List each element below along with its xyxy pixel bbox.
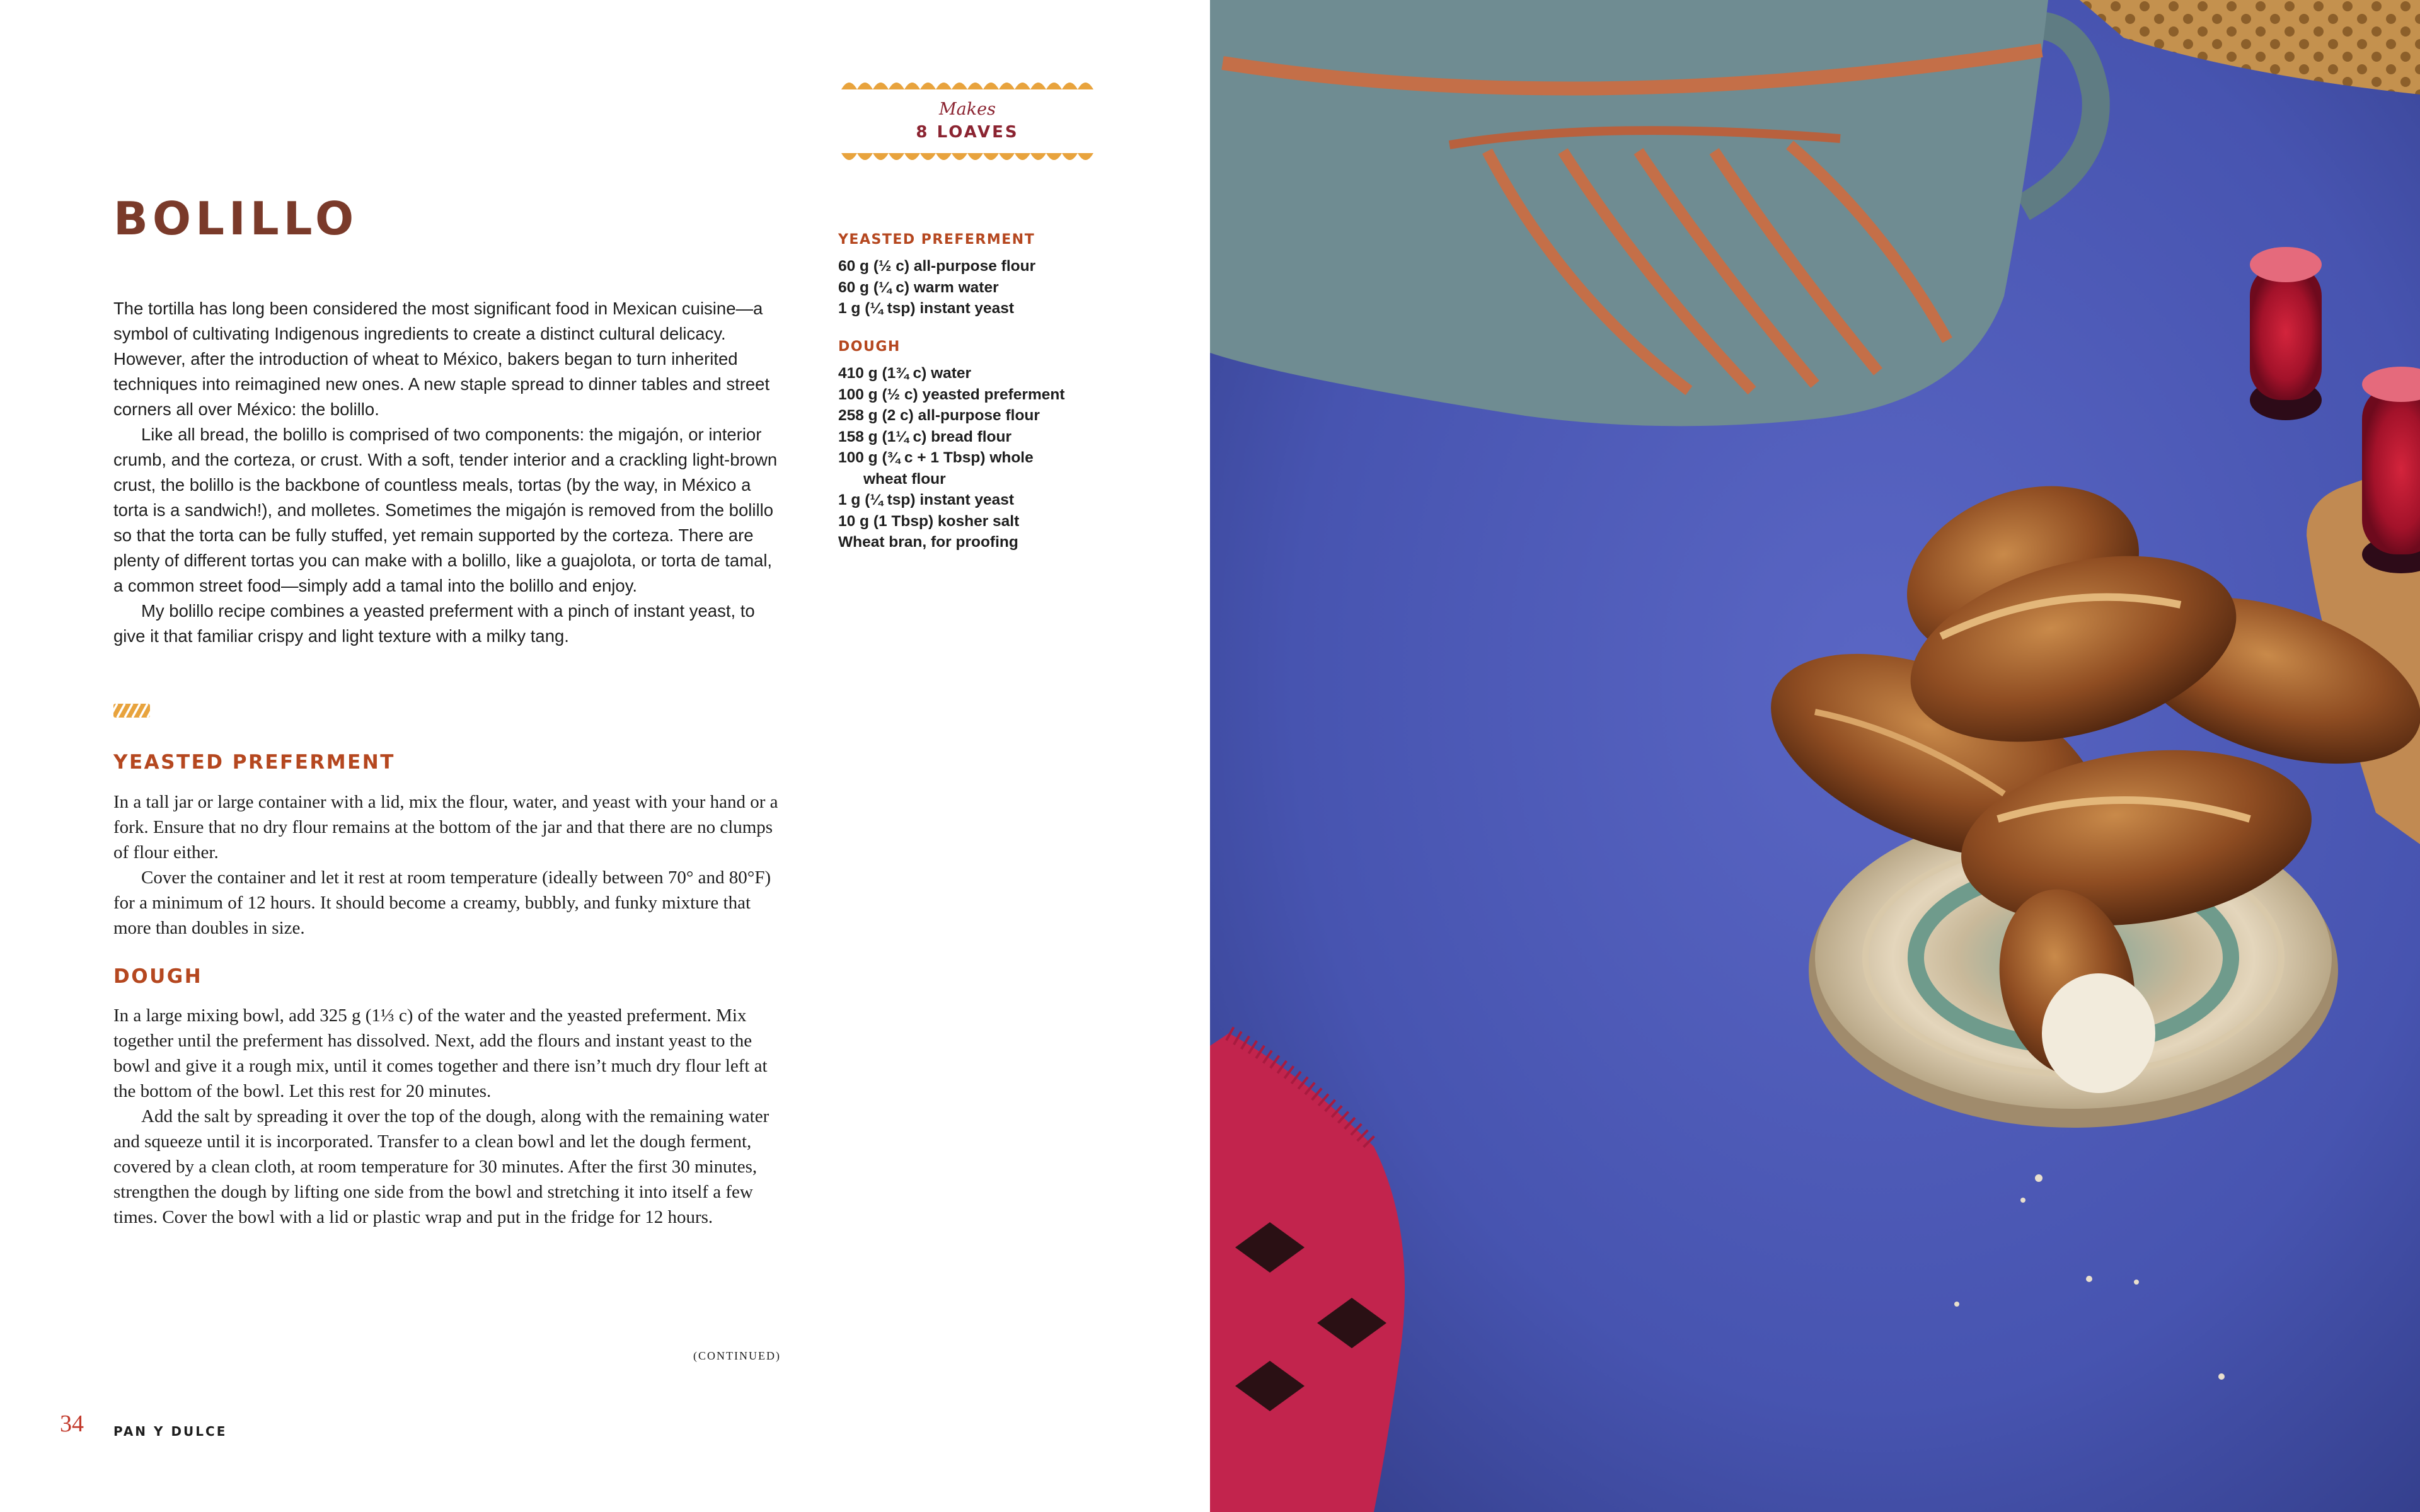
preferment-paragraph-2: Cover the container and let it rest at room temperature (ideally between 70° and 80°F) for a minimum of 12 hours. It should become a creamy, bubbly, and funky mixture that more than doubles in size. [113,868,771,938]
striped-divider-icon [113,704,150,721]
ingredients-dough-heading: DOUGH [838,339,901,355]
ingredients-preferment-list [838,256,1166,319]
ingredient-item: 258 g (2 c) all-purpose flour [838,407,1040,424]
ingredient-item: 60 g (¼ c) warm water [838,278,999,296]
ingredient-item: 1 g (¼ tsp) instant yeast [838,300,1015,317]
red-glass-back [2250,247,2322,420]
recipe-title: BOLILLO [113,192,359,245]
red-glass-front [2362,367,2420,573]
dough-method-text [113,1003,781,1230]
ingredient-item: 410 g (1¾ c) water [838,365,972,382]
intro-text [113,296,781,649]
preferment-method-heading: YEASTED PREFERMENT [113,751,395,774]
ingredient-item: 100 g (¾ c + 1 Tbsp) whole [838,449,1034,466]
ingredient-item-continued: wheat flour [863,470,946,488]
dough-method-heading: DOUGH [113,965,203,988]
book-title: PAN Y DULCE [113,1424,228,1439]
dough-paragraph-2: Add the salt by spreading it over the top of the dough, along with the remaining water and squeeze until it is incorporated. Transfer to a clean bowl and let the dough ferment, covered by a clean cloth, at room temperature for 30 minutes. After the first 30 minutes, strengthen the dough by lifting one side from the bowl and stretching it into itself a few times. Cover the bowl with a lid or plastic wrap and put in the fridge for 12 hours. [113,1106,769,1227]
ingredient-item: 10 g (1 Tbsp) kosher salt [838,512,1020,530]
ingredients-preferment-heading: YEASTED PREFERMENT [838,232,1035,248]
dough-paragraph-1: In a large mixing bowl, add 325 g (1⅓ c) of the water and the yeasted preferment. Mix together until the preferment has dissolved. Next, add the flours and instant yeast to the bowl and give it a rough mix, until it comes together and there isn’t much dry flour left at the bottom of the bowl. Let this rest for 20 minutes. [113,1005,768,1101]
scallop-border-top [841,76,1093,89]
ingredient-item: 158 g (1¼ c) bread flour [838,428,1012,445]
continued-note: (CONTINUED) [693,1349,781,1362]
bolillo-photo [1210,0,2420,1512]
intro-paragraph-2: Like all bread, the bolillo is comprised of two components: the migajón, or interior crumb, and the corteza, or crust. With a soft, tender interior and a crackling light-brown crust, the bolillo is the backbone of countless meals, tortas (by the way, in México a torta is a sandwich!), and molletes. Sometimes the migajón is removed from the bolillo so that the torta can be fully stuffed, yet remain supported by the corteza. There are plenty of different tortas you can make with a bolillo, like a guajolota, or torta de tamal, a common street food—simply add a tamal into the bolillo and enjoy. [113,425,778,595]
intro-paragraph-1: The tortilla has long been considered the most significant food in Mexican cuisine—a symbol of cultivating Indigenous ingredients to create a distinct cultural delicacy. However, after the introduction of wheat to México, bakers began to turn inherited techniques into reimagined new ones. A new staple spread to dinner tables and street corners all over México: the bolillo. [113,299,770,419]
ingredient-item: 1 g (¼ tsp) instant yeast [838,491,1015,508]
preferment-method-text [113,789,781,941]
preferment-paragraph-1: In a tall jar or large container with a lid, mix the flour, water, and yeast with your hand or a fork. Ensure that no dry flour remains at the bottom of the jar and that there are no clumps of flour either. [113,792,778,862]
yield-box [841,76,1093,167]
ingredient-item: 100 g (½ c) yeasted preferment [838,386,1065,403]
yield-value: 8 LOAVES [916,123,1019,142]
ingredient-item: Wheat bran, for proofing [838,534,1018,551]
intro-paragraph-3: My bolillo recipe combines a yeasted preferment with a pinch of instant yeast, to give it that familiar crispy and light texture with a milky tang. [113,601,755,646]
ingredients-dough-list [838,363,1166,553]
ingredient-item: 60 g (½ c) all-purpose flour [838,258,1036,275]
yield-label: Makes [939,100,996,119]
scallop-border-bottom [841,153,1093,167]
page-number: 34 [60,1411,84,1437]
